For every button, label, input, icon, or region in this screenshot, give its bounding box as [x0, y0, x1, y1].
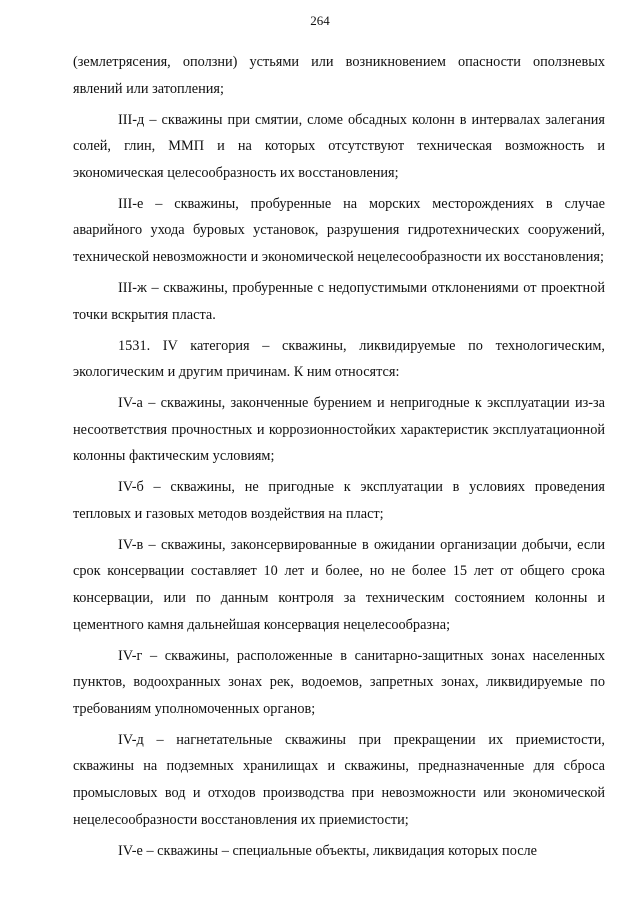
paragraph: IV-е – скважины – специальные объекты, ликвидация которых после [118, 842, 538, 859]
paragraph: IV-а – скважины, законченные бурением и непригодные к эксплуатации из-за несоответствия прочностных и коррозионностойких характеристик эксплуатационной колонны фактическим условиям; [73, 395, 605, 465]
document-body [73, 49, 605, 864]
paragraph: III-ж – скважины, пробуренные с недопустимыми отклонениями от проектной точки вскрытия пласта. [73, 279, 605, 323]
paragraph: IV-б – скважины, не пригодные к эксплуатации в условиях проведения тепловых и газовых методов воздействия на пласт; [73, 479, 605, 522]
paragraph: IV-д – нагнетательные скважины при прекращении их приемистости, скважины на подземных хранилищах и скважины, предназначенные для сброса промысловых вод и отходов производства при невозможности или экономической нецелесообразности восстановления их приемистости; [73, 731, 605, 828]
page-number: 264 [310, 13, 330, 28]
paragraph: IV-г – скважины, расположенные в санитарно-защитных зонах населенных пунктов, водоохранных зонах рек, водоемов, запретных зонах, ликвидируемые по требованиям уполномоченных органов; [73, 647, 605, 717]
paragraph: 1531. IV категория – скважины, ликвидируемые по технологическим, экологическим и другим причинам. К ним относятся: [73, 337, 605, 381]
paragraph: III-е – скважины, пробуренные на морских месторождениях в случае аварийного ухода буровых установок, разрушения гидротехнических сооружений, технической невозможности и экономической нецелесообразности их восстановления; [73, 195, 605, 265]
paragraph: IV-в – скважины, законсервированные в ожидании организации добычи, если срок консервации составляет 10 лет и более, но не более 15 лет от общего срока консервации, или по данным контроля за техническим состоянием колонны и цементного камня дальнейшая консервация нецелесообразна; [73, 536, 605, 633]
paragraph: III-д – скважины при смятии, сломе обсадных колонн в интервалах залегания солей, глин, ММП и на которых отсутствуют техническая возможность и экономическая целесообразность их восстановления; [73, 111, 605, 181]
paragraph: (землетрясения, оползни) устьями или возникновением опасности оползневых явлений или затопления; [73, 54, 605, 97]
